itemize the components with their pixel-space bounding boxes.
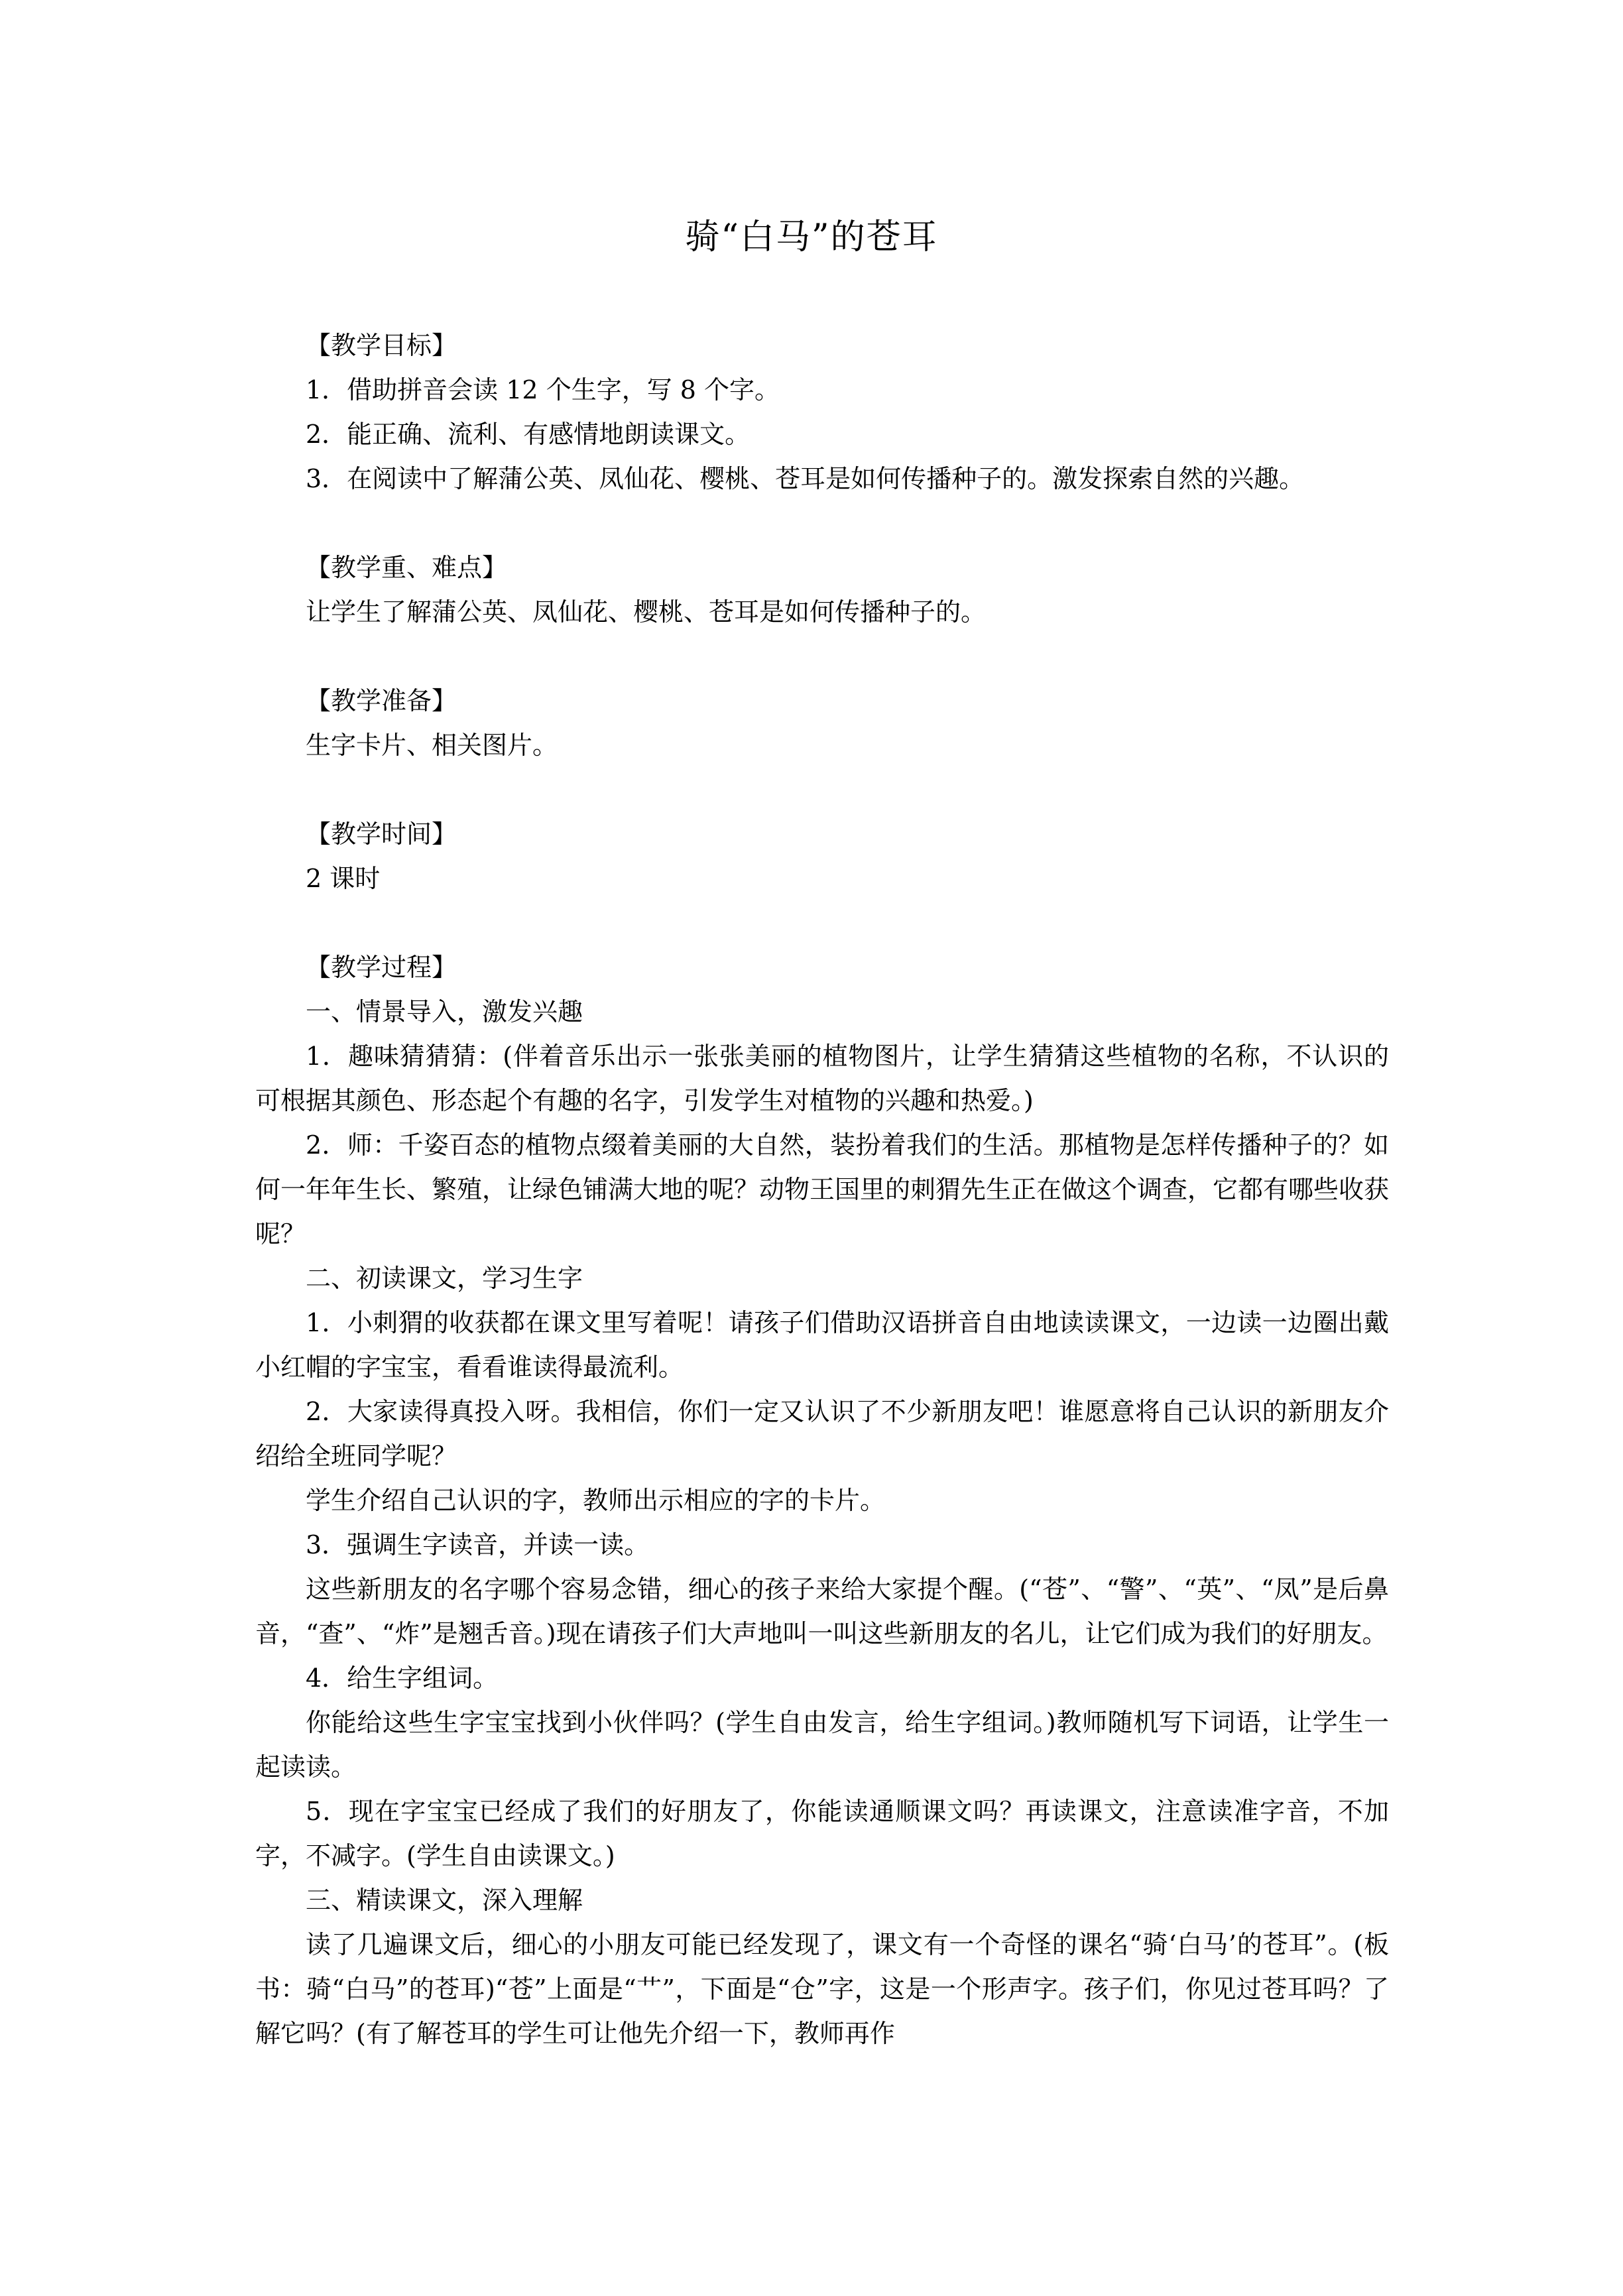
process-paragraph: 5．现在字宝宝已经成了我们的好朋友了，你能读通顺课文吗？再读课文，注意读准字音，不加字，不减字。(学生自由读课文。)	[255, 1797, 1389, 1870]
goal-item: 1．借助拼音会读 12 个生字，写 8 个字。	[306, 375, 780, 404]
preparation-text: 生字卡片、相关图片。	[306, 731, 558, 760]
process-paragraph: 1．趣味猜猜猜：(伴着音乐出示一张张美丽的植物图片，让学生猜猜这些植物的名称，不认识的可根据其颜色、形态起个有趣的名字，引发学生对植物的兴趣和热爱。)	[255, 1042, 1389, 1115]
process-subheading: 一、情景导入，激发兴趣	[306, 997, 583, 1026]
goals-heading: 【教学目标】	[306, 331, 457, 360]
process-paragraph: 学生介绍自己认识的字，教师出示相应的字的卡片。	[306, 1486, 886, 1515]
key-points-text: 让学生了解蒲公英、凤仙花、樱桃、苍耳是如何传播种子的。	[306, 597, 987, 627]
process-paragraph: 1．小刺猬的收获都在课文里写着呢！请孩子们借助汉语拼音自由地读读课文，一边读一边圈出戴小红帽的字宝宝，看看谁读得最流利。	[255, 1308, 1389, 1382]
process-paragraph: 2．大家读得真投入呀。我相信，你们一定又认识了不少新朋友吧！谁愿意将自己认识的新朋友介绍给全班同学呢？	[255, 1397, 1389, 1471]
process-heading: 【教学过程】	[306, 953, 457, 982]
process-subheading: 三、精读课文，深入理解	[306, 1886, 583, 1915]
preparation-heading: 【教学准备】	[306, 686, 457, 715]
process-paragraph: 3．强调生字读音，并读一读。	[306, 1530, 650, 1559]
section-gap	[255, 901, 1389, 945]
goal-item: 3．在阅读中了解蒲公英、凤仙花、樱桃、苍耳是如何传播种子的。激发探索自然的兴趣。	[306, 464, 1305, 493]
process-paragraph: 读了几遍课文后，细心的小朋友可能已经发现了，课文有一个奇怪的课名“骑‘白马’的苍耳”。(板书：骑“白马”的苍耳)“苍”上面是“艹”，下面是“仓”字，这是一个形声字。孩子们，你见过苍耳吗？了解它吗？(有了解苍耳的学生可让他先介绍一下，教师再作	[255, 1930, 1389, 2048]
process-subheading: 二、初读课文，学习生字	[306, 1264, 583, 1293]
section-gap	[255, 768, 1389, 812]
process-paragraph: 这些新朋友的名字哪个容易念错，细心的孩子来给大家提个醒。(“苍”、“警”、“英”、“凤”是后鼻音，“查”、“炸”是翘舌音。)现在请孩子们大声地叫一叫这些新朋友的名儿，让它们成为我们的好朋友。	[255, 1575, 1389, 1648]
process-paragraph: 你能给这些生字宝宝找到小伙伴吗？(学生自由发言，给生字组词。)教师随机写下词语，让学生一起读读。	[255, 1708, 1389, 1782]
section-gap	[255, 501, 1389, 546]
section-gap	[255, 634, 1389, 679]
process-paragraph: 4．给生字组词。	[306, 1663, 499, 1693]
time-text: 2 课时	[306, 864, 381, 893]
key-points-heading: 【教学重、难点】	[306, 553, 508, 582]
page-title: 骑“白马”的苍耳	[685, 217, 938, 257]
time-heading: 【教学时间】	[306, 819, 457, 849]
document-body	[255, 324, 1389, 2056]
goal-item: 2．能正确、流利、有感情地朗读课文。	[306, 420, 751, 449]
process-paragraph: 2．师：千姿百态的植物点缀着美丽的大自然，装扮着我们的生活。那植物是怎样传播种子的？如何一年年生长、繁殖，让绿色铺满大地的呢？动物王国里的刺猬先生正在做这个调查，它都有哪些收获呢？	[255, 1130, 1390, 1248]
